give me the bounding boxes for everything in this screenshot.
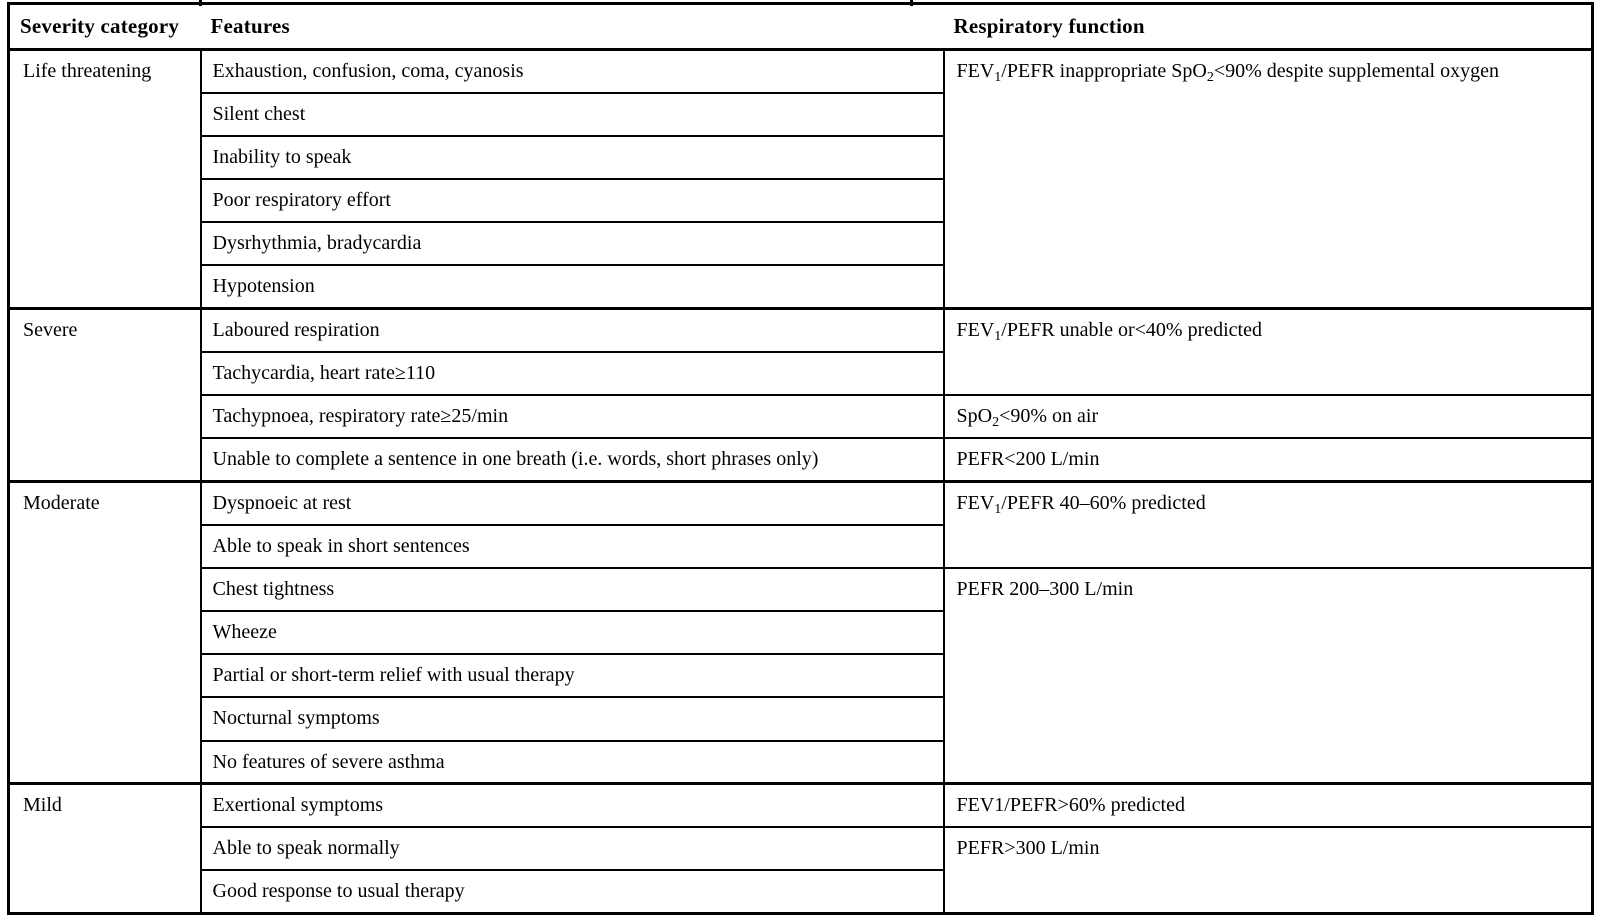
feature-cell: Wheeze [201, 611, 944, 654]
feature-cell: Good response to usual therapy [201, 870, 944, 913]
text-segment: <90% despite supplemental oxygen [1213, 60, 1499, 82]
table-row [9, 395, 1593, 438]
respiratory-cell [944, 827, 1593, 913]
respiratory-cell [944, 784, 1593, 827]
category-cell: Severe [9, 309, 201, 482]
feature-cell: Nocturnal symptoms [201, 697, 944, 740]
feature-cell: Dysrhythmia, bradycardia [201, 222, 944, 265]
feature-cell: Dyspnoeic at rest [201, 481, 944, 524]
subscript: 1 [994, 70, 1002, 85]
text-segment: /PEFR unable or<40% predicted [1001, 319, 1262, 342]
table-row [9, 568, 1593, 611]
category-cell: Life threatening [9, 50, 201, 309]
respiratory-cell [944, 438, 1593, 481]
feature-cell: Inability to speak [201, 136, 944, 179]
text-segment: PEFR 200–300 L/min [956, 577, 1134, 600]
feature-cell: Poor respiratory effort [201, 179, 944, 222]
feature-cell: No features of severe asthma [201, 741, 944, 784]
respiratory-cell [944, 309, 1593, 395]
table-header [9, 4, 1593, 50]
header-features: Features [201, 4, 944, 50]
feature-cell: Exertional symptoms [201, 784, 944, 827]
table-body [9, 50, 1593, 914]
text-segment: <90% on air [999, 405, 1099, 427]
feature-cell: Exhaustion, confusion, coma, cyanosis [201, 50, 944, 93]
feature-cell: Tachypnoea, respiratory rate≥25/min [201, 395, 944, 438]
table-row [9, 784, 1593, 827]
asthma-severity-table [7, 2, 1594, 915]
feature-cell: Chest tightness [201, 568, 944, 611]
text-segment: FEV1/PEFR>60% predicted [956, 794, 1185, 817]
text-segment: PEFR<200 L/min [956, 448, 1100, 471]
respiratory-cell [944, 395, 1593, 438]
category-cell: Mild [9, 784, 201, 914]
table-row [9, 481, 1593, 524]
text-segment: FEV [956, 60, 995, 82]
feature-cell: Hypotension [201, 265, 944, 308]
feature-cell: Unable to complete a sentence in one breath (i.e. words, short phrases only) [201, 438, 944, 481]
feature-cell: Silent chest [201, 93, 944, 136]
table-row [9, 827, 1593, 870]
subscript: 1 [994, 329, 1002, 345]
text-segment: FEV [956, 319, 995, 342]
text-segment: FEV [956, 491, 995, 514]
text-segment: PEFR>300 L/min [956, 836, 1100, 859]
respiratory-cell [944, 568, 1593, 784]
feature-cell: Able to speak normally [201, 827, 944, 870]
feature-cell: Laboured respiration [201, 309, 944, 352]
header-respiratory-function: Respiratory function [944, 4, 1593, 50]
feature-cell: Partial or short-term relief with usual therapy [201, 654, 944, 697]
text-segment: /PEFR inappropriate SpO [1001, 60, 1207, 82]
subscript: 1 [994, 501, 1002, 517]
subscript: 2 [992, 415, 1000, 430]
text-segment: /PEFR 40–60% predicted [1001, 491, 1206, 514]
header-row [9, 4, 1593, 50]
table-row [9, 309, 1593, 352]
text-segment: SpO [956, 405, 993, 427]
respiratory-cell [944, 50, 1593, 309]
header-severity-category: Severity category [9, 4, 201, 50]
subscript: 2 [1206, 70, 1214, 85]
feature-cell: Tachycardia, heart rate≥110 [201, 352, 944, 395]
feature-cell: Able to speak in short sentences [201, 525, 944, 568]
table-row [9, 438, 1593, 481]
category-cell: Moderate [9, 481, 201, 783]
table-row [9, 50, 1593, 93]
respiratory-cell [944, 481, 1593, 567]
